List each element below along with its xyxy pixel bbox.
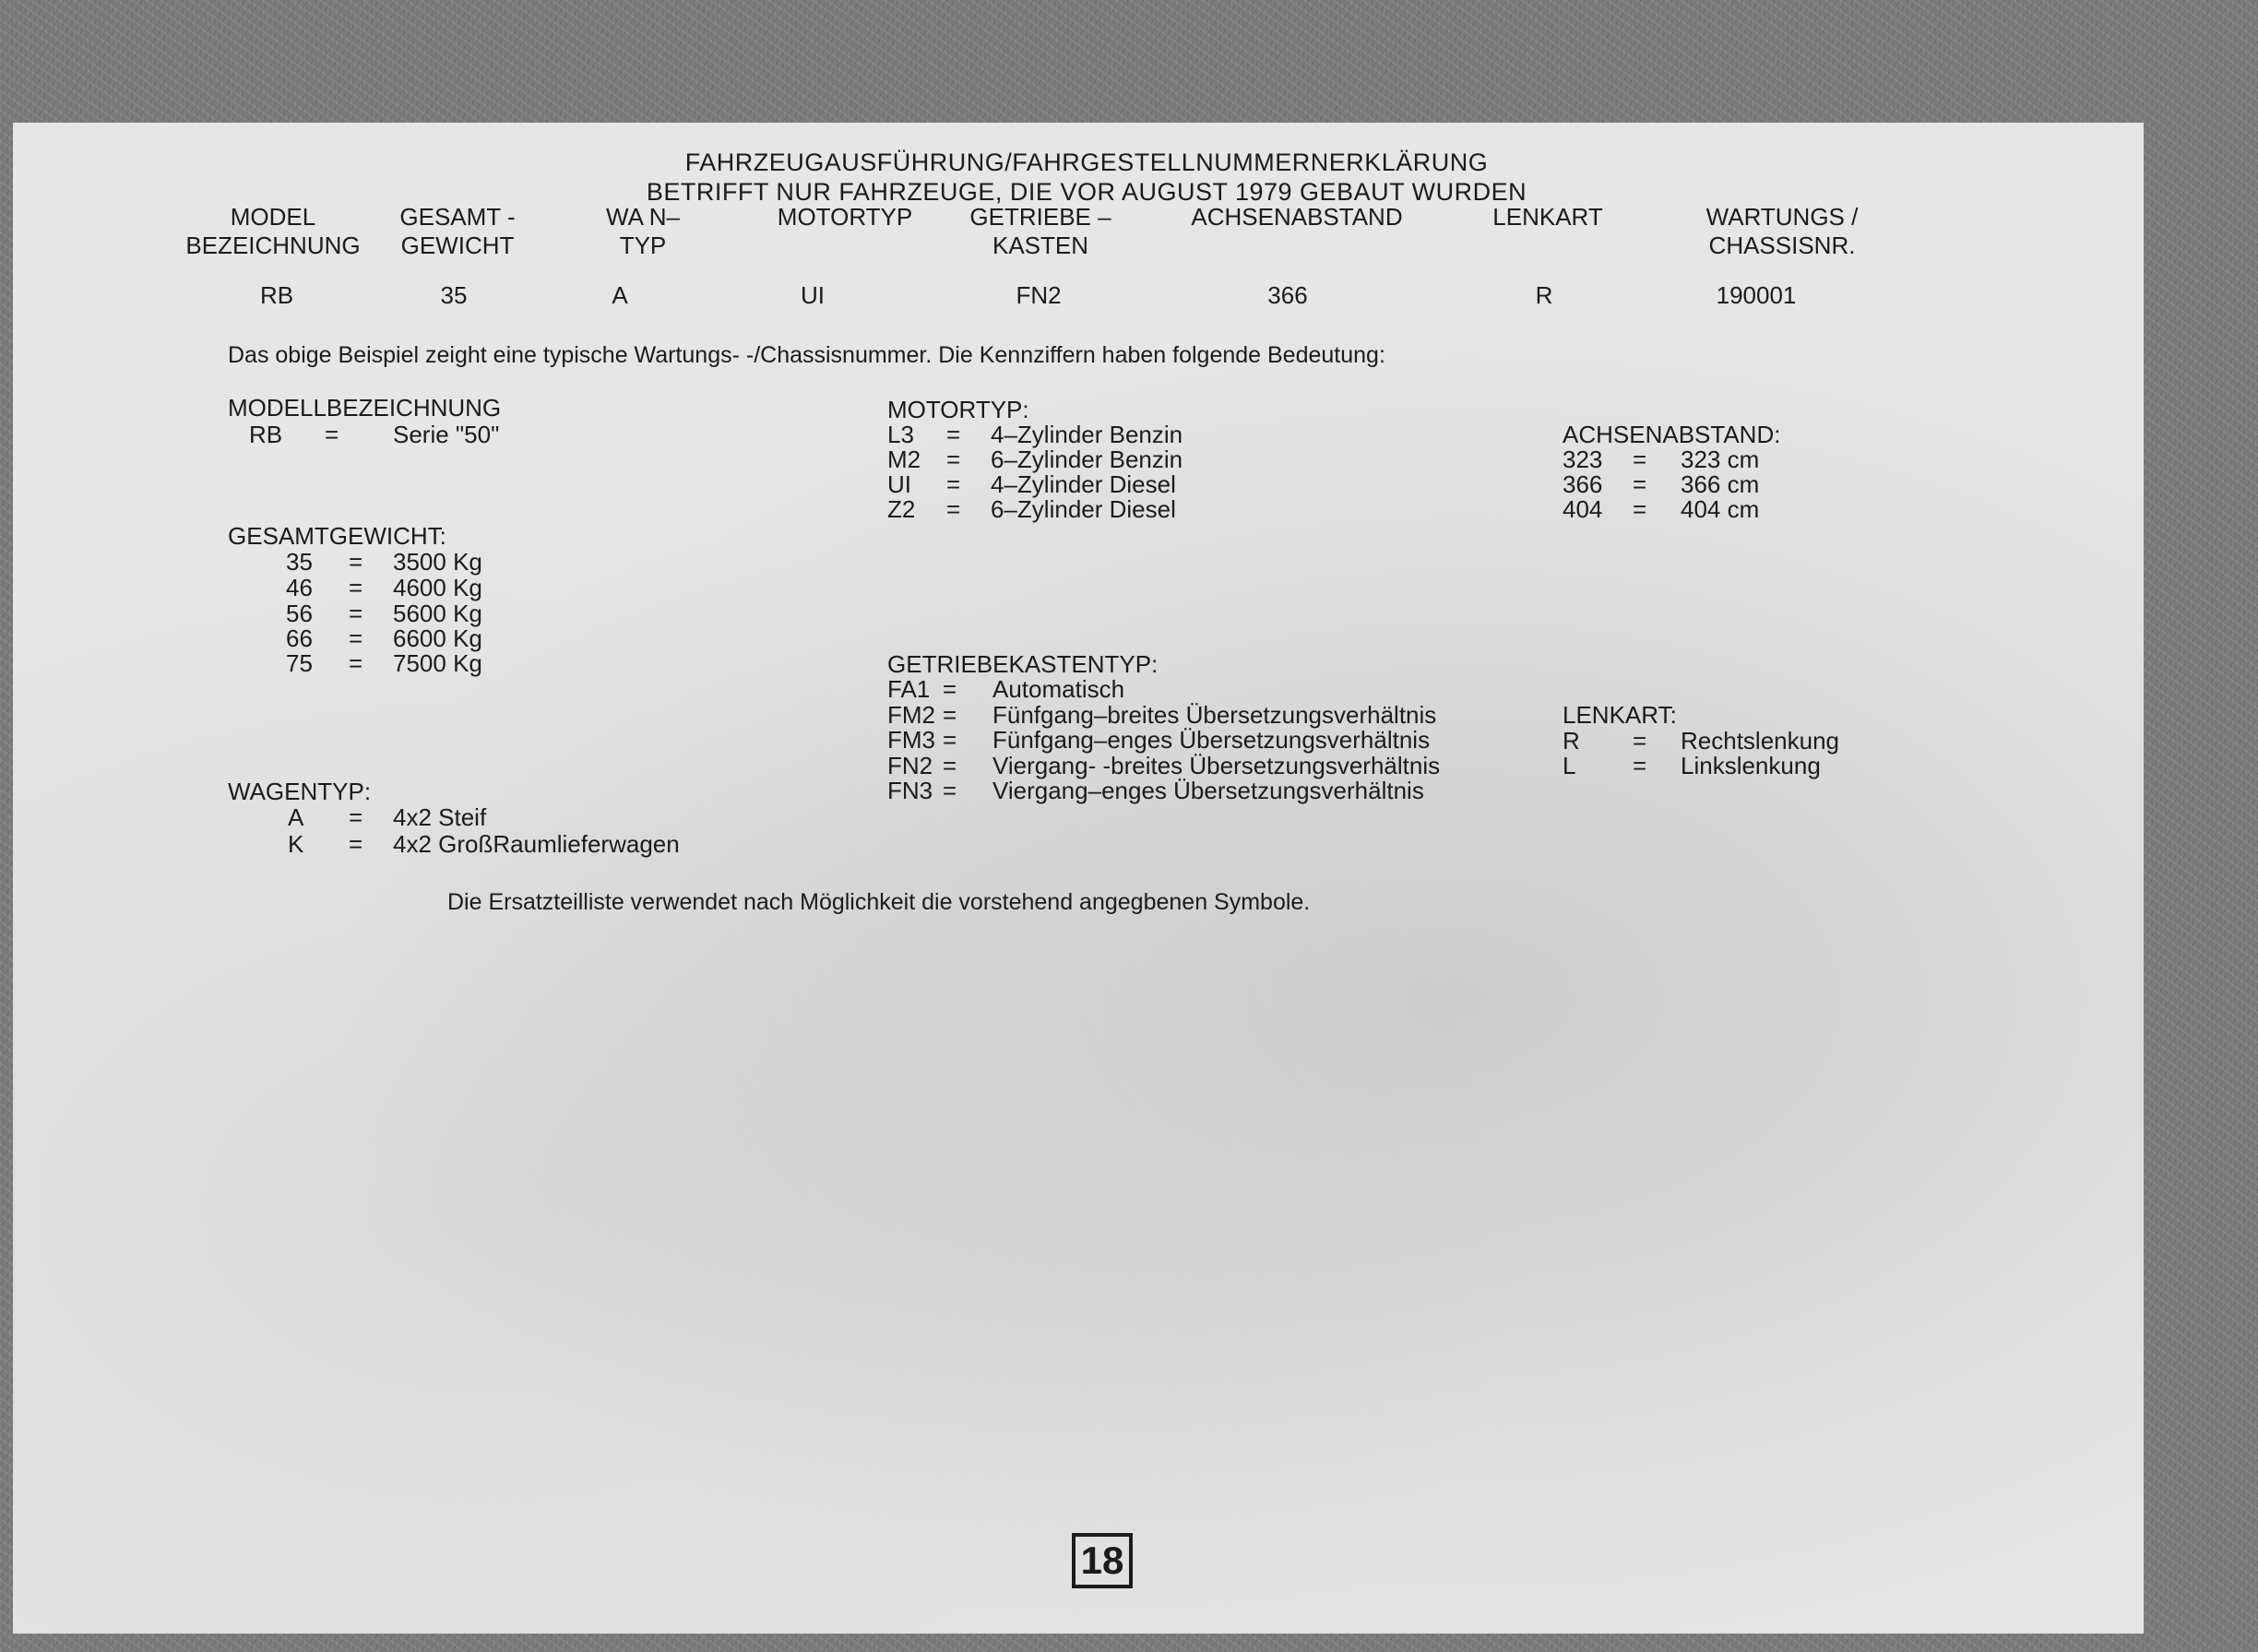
column-header-model: MODEL BEZEICHNUNG — [185, 203, 361, 259]
legend-code: RB — [249, 421, 283, 448]
legend-equals: = — [943, 701, 957, 729]
legend-code: FN3 — [887, 777, 933, 804]
legend-equals: = — [349, 803, 363, 831]
legend-desc: 323 cm — [1681, 446, 1760, 473]
legend-code: FM2 — [887, 701, 935, 729]
legend-heading-modell: MODELLBEZEICHNUNG — [228, 394, 502, 422]
legend-equals: = — [1633, 446, 1647, 473]
legend-equals: = — [946, 421, 961, 448]
legend-desc: Viergang- -breites Übersetzungsverhältnis — [992, 752, 1441, 779]
legend-equals: = — [349, 624, 363, 652]
legend-desc: Automatisch — [992, 675, 1125, 703]
legend-desc: 6600 Kg — [393, 624, 482, 652]
example-value-chassisnr: 190001 — [1716, 281, 1797, 309]
column-header-achsenabstand: ACHSENABSTAND — [1191, 203, 1403, 231]
column-header-motortyp: MOTORTYP — [777, 203, 913, 231]
legend-desc: 366 cm — [1681, 470, 1760, 498]
legend-code: R — [1563, 727, 1580, 755]
column-header-wagentyp: WA N– TYP — [606, 203, 680, 259]
example-value-achsenabstand: 366 — [1267, 281, 1308, 309]
legend-desc: 4x2 Steif — [393, 803, 487, 831]
legend-code: FA1 — [887, 675, 931, 703]
legend-code: A — [288, 803, 304, 831]
legend-equals: = — [1633, 470, 1647, 498]
legend-code: 46 — [286, 574, 313, 601]
legend-desc: 6–Zylinder Diesel — [991, 495, 1176, 523]
example-value-motortyp: UI — [801, 281, 825, 309]
legend-code: L — [1563, 752, 1576, 779]
legend-desc: 7500 Kg — [393, 649, 482, 677]
legend-desc: 6–Zylinder Benzin — [991, 446, 1183, 473]
legend-desc: 4–Zylinder Benzin — [991, 421, 1183, 448]
legend-equals: = — [349, 600, 363, 627]
legend-equals: = — [325, 421, 339, 448]
example-value-wagentyp: A — [612, 281, 628, 309]
legend-equals: = — [349, 548, 363, 576]
legend-desc: 4600 Kg — [393, 574, 482, 601]
column-header-getriebe: GETRIEBE – KASTEN — [969, 203, 1111, 259]
legend-desc: Fünfgang–enges Übersetzungsverhältnis — [992, 726, 1431, 754]
legend-equals: = — [1633, 752, 1647, 779]
document-subtitle: BETRIFFT NUR FAHRZEUGE, DIE VOR AUGUST 1979 GEBAUT WURDEN — [646, 178, 1527, 206]
legend-desc: 4–Zylinder Diesel — [991, 470, 1176, 498]
legend-desc: Serie "50" — [393, 421, 500, 448]
legend-desc: 5600 Kg — [393, 600, 482, 627]
footer-note: Die Ersatzteilliste verwendet nach Möglichkeit die vorstehend angegbenen Symbole. — [447, 889, 1311, 915]
legend-code: M2 — [887, 446, 921, 473]
legend-desc: Viergang–enges Übersetzungsverhältnis — [992, 777, 1424, 804]
document-title: FAHRZEUGAUSFÜHRUNG/FAHRGESTELLNUMMERNERKLÄRUNG — [684, 149, 1489, 176]
legend-code: 75 — [286, 649, 313, 677]
legend-code: 35 — [286, 548, 313, 576]
legend-heading-wagentyp: WAGENTYP: — [228, 778, 372, 805]
legend-equals: = — [349, 830, 363, 858]
legend-equals: = — [349, 574, 363, 601]
legend-code: K — [288, 830, 304, 858]
document-page — [13, 123, 2144, 1634]
legend-heading-motortyp: MOTORTYP: — [887, 396, 1029, 423]
column-header-gesamtgewicht: GESAMT - GEWICHT — [399, 203, 516, 259]
column-header-wartungs-chassisnr: WARTUNGS / CHASSISNR. — [1705, 203, 1859, 259]
legend-heading-getriebe: GETRIEBEKASTENTYP: — [887, 650, 1159, 678]
legend-code: FN2 — [887, 752, 933, 779]
legend-heading-lenkart: LENKART: — [1563, 701, 1677, 729]
legend-code: FM3 — [887, 726, 935, 754]
legend-equals: = — [349, 649, 363, 677]
legend-desc: 3500 Kg — [393, 548, 482, 576]
intro-text: Das obige Beispiel zeight eine typische Wartungs- -/Chassisnummer. Die Kennziffern haben folgende Bedeutung: — [228, 342, 1385, 368]
legend-desc: Linkslenkung — [1681, 752, 1821, 779]
legend-desc: 404 cm — [1681, 495, 1760, 523]
legend-code: 366 — [1563, 470, 1603, 498]
legend-equals: = — [943, 777, 957, 804]
legend-code: Z2 — [887, 495, 916, 523]
legend-code: 56 — [286, 600, 313, 627]
legend-heading-achsenabstand: ACHSENABSTAND: — [1563, 421, 1781, 448]
example-value-lenkart: R — [1535, 281, 1553, 309]
legend-equals: = — [1633, 727, 1647, 755]
legend-code: UI — [887, 470, 911, 498]
example-value-getriebe: FN2 — [1016, 281, 1062, 309]
legend-heading-gesamtgewicht: GESAMTGEWICHT: — [228, 522, 446, 550]
column-header-lenkart: LENKART — [1492, 203, 1603, 231]
legend-desc: Rechtslenkung — [1681, 727, 1839, 755]
legend-equals: = — [943, 726, 957, 754]
legend-equals: = — [946, 495, 961, 523]
legend-desc: Fünfgang–breites Übersetzungsverhältnis — [992, 701, 1437, 729]
legend-code: L3 — [887, 421, 914, 448]
legend-equals: = — [943, 675, 957, 703]
legend-equals: = — [943, 752, 957, 779]
legend-code: 404 — [1563, 495, 1603, 523]
example-value-model: RB — [259, 281, 294, 309]
legend-code: 323 — [1563, 446, 1603, 473]
legend-equals: = — [946, 446, 961, 473]
example-value-gesamtgewicht: 35 — [440, 281, 468, 309]
legend-code: 66 — [286, 624, 313, 652]
legend-desc: 4x2 GroßRaumlieferwagen — [393, 830, 680, 858]
legend-equals: = — [946, 470, 961, 498]
page-number: 18 — [1072, 1533, 1133, 1588]
legend-equals: = — [1633, 495, 1647, 523]
